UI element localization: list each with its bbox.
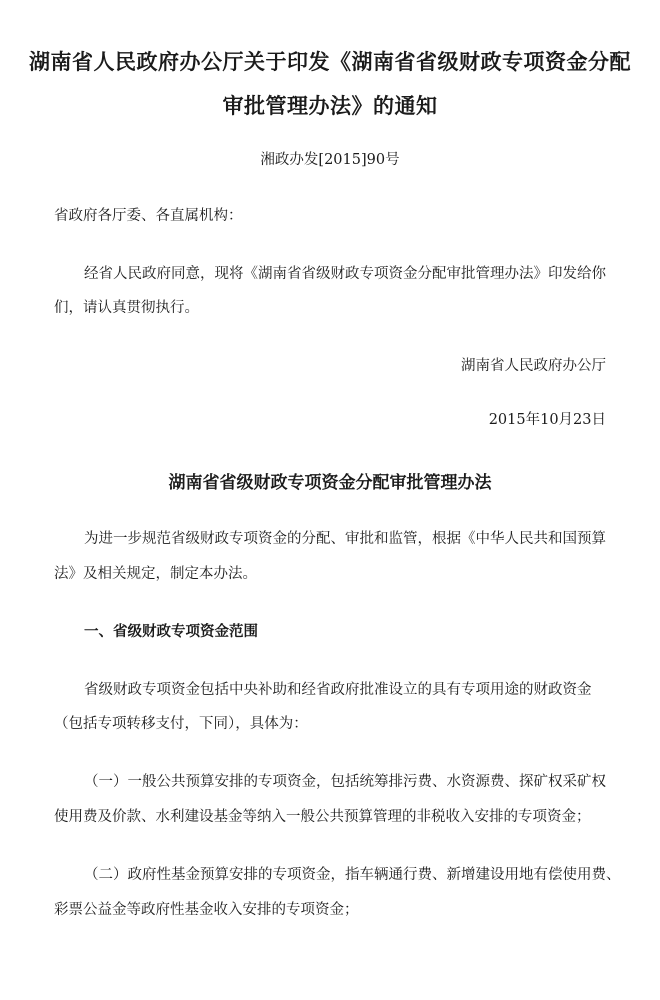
measures-intro-line-1: 为进一步规范省级财政专项资金的分配、审批和监管，根据《中华人民共和国预算 — [84, 531, 606, 547]
item-1-line-2: 使用费及价款、水利建设基金等纳入一般公共预算管理的非税收入安排的专项资金； — [54, 809, 591, 825]
addressee: 省政府各厅委、各直属机构： — [54, 208, 243, 224]
issue-date: 2015年10月23日 — [488, 412, 606, 428]
section-1-paragraph-line-1: 省级财政专项资金包括中央补助和经省政府批准设立的具有专项用途的财政资金 — [84, 682, 592, 698]
section-1-heading: 一、省级财政专项资金范围 — [84, 624, 258, 640]
document-number: 湘政办发[2015]90号 — [260, 152, 400, 168]
item-2-line-1: （二）政府性基金预算安排的专项资金，指车辆通行费、新增建设用地有偿使用费、 — [84, 867, 621, 883]
notice-title-line-1: 湖南省人民政府办公厅关于印发《湖南省省级财政专项资金分配 — [29, 50, 631, 74]
item-1-line-1: （一）一般公共预算安排的专项资金，包括统筹排污费、水资源费、探矿权采矿权 — [84, 774, 606, 790]
item-2-line-2: 彩票公益金等政府性基金收入安排的专项资金； — [54, 902, 359, 918]
body-paragraph-1-line-2: 们，请认真贯彻执行。 — [54, 300, 199, 316]
measures-title: 湖南省省级财政专项资金分配审批管理办法 — [168, 473, 492, 493]
measures-intro-line-2: 法》及相关规定，制定本办法。 — [54, 566, 257, 582]
issuer-signature: 湖南省人民政府办公厅 — [461, 358, 606, 374]
section-1-paragraph-line-2: （包括专项转移支付，下同），具体为： — [54, 716, 308, 732]
body-paragraph-1-line-1: 经省人民政府同意，现将《湖南省省级财政专项资金分配审批管理办法》印发给你 — [84, 266, 606, 282]
notice-title-line-2: 审批管理办法》的通知 — [222, 94, 438, 118]
